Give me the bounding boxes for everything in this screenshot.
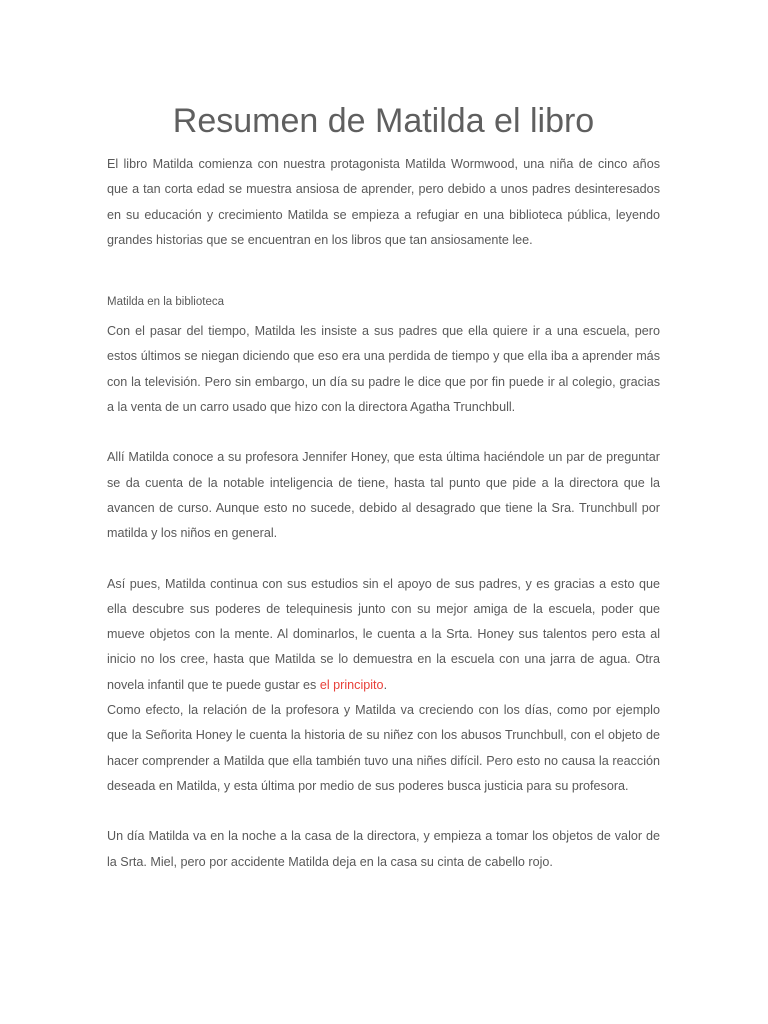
paragraph-3: Allí Matilda conoce a su profesora Jennifer Honey, que esta última haciéndole un par de preguntar se da cuenta de la notable inteligencia de tiene, hasta tal punto que pide a la directora que la avancen de curso. Aunque esto no sucede, debido al desagrado que tiene la Sra. Trunchbull por matilda y los niños en general. [107, 450, 660, 541]
paragraph-5: Como efecto, la relación de la profesora y Matilda va creciendo con los días, como por ejemplo que la Señorita Honey le cuenta la historia de su niñez con los abusos Trunchbull, con el objeto de hacer comprender a Matilda que ella también tuvo una niñes difícil. Pero esto no causa la reacción deseada en Matilda, y esta última por medio de sus poderes busca justicia para su profesora. [107, 703, 660, 793]
document-page [107, 100, 660, 875]
spacer [107, 547, 660, 572]
paragraph-4-end: . [383, 677, 388, 692]
intro-paragraph: El libro Matilda comienza con nuestra protagonista Matilda Wormwood, una niña de cinco años que a tan corta edad se muestra ansiosa de aprender, pero debido a unos padres desinteresados en su educación y crecimiento Matilda se empieza a refugiar en una biblioteca pública, leyendo grandes historias que se encuentran en los libros que tan ansiosamente lee. [107, 157, 660, 247]
page-title: Resumen de Matilda el libro [172, 102, 595, 140]
paragraph-2: Con el pasar del tiempo, Matilda les insiste a sus padres que ella quiere ir a una escuela, pero estos últimos se niegan diciendo que eso era una perdida de tiempo y que ella iba a aprender más con la televisión. Pero sin embargo, un día su padre le dice que por fin puede ir al colegio, gracias a la venta de un carro usado que hizo con la directora Agatha Trunchbull. [107, 324, 660, 415]
paragraph-4 [107, 572, 660, 698]
section-subheading: Matilda en la biblioteca [107, 296, 224, 309]
spacer [107, 420, 660, 445]
paragraph-4-text: Así pues, Matilda continua con sus estudios sin el apoyo de sus padres, y es gracias a esto que ella descubre sus poderes de telequinesis junto con su mejor amiga de la escuela, poder que mueve objetos con la mente. Al dominarlos, le cuenta a la Srta. Honey sus talentos pero esta al inicio no los cree, hasta que Matilda se lo demuestra en la escuela con una jarra de agua. Otra novela infantil que te puede gustar es [107, 576, 660, 692]
el-principito-link[interactable]: el principito [319, 677, 384, 692]
paragraph-6: Un día Matilda va en la noche a la casa de la directora, y empieza a tomar los objetos de valor de la Srta. Miel, pero por accidente Matilda deja en la casa su cinta de cabello rojo. [107, 829, 660, 869]
spacer [107, 799, 660, 824]
spacer [107, 253, 660, 291]
